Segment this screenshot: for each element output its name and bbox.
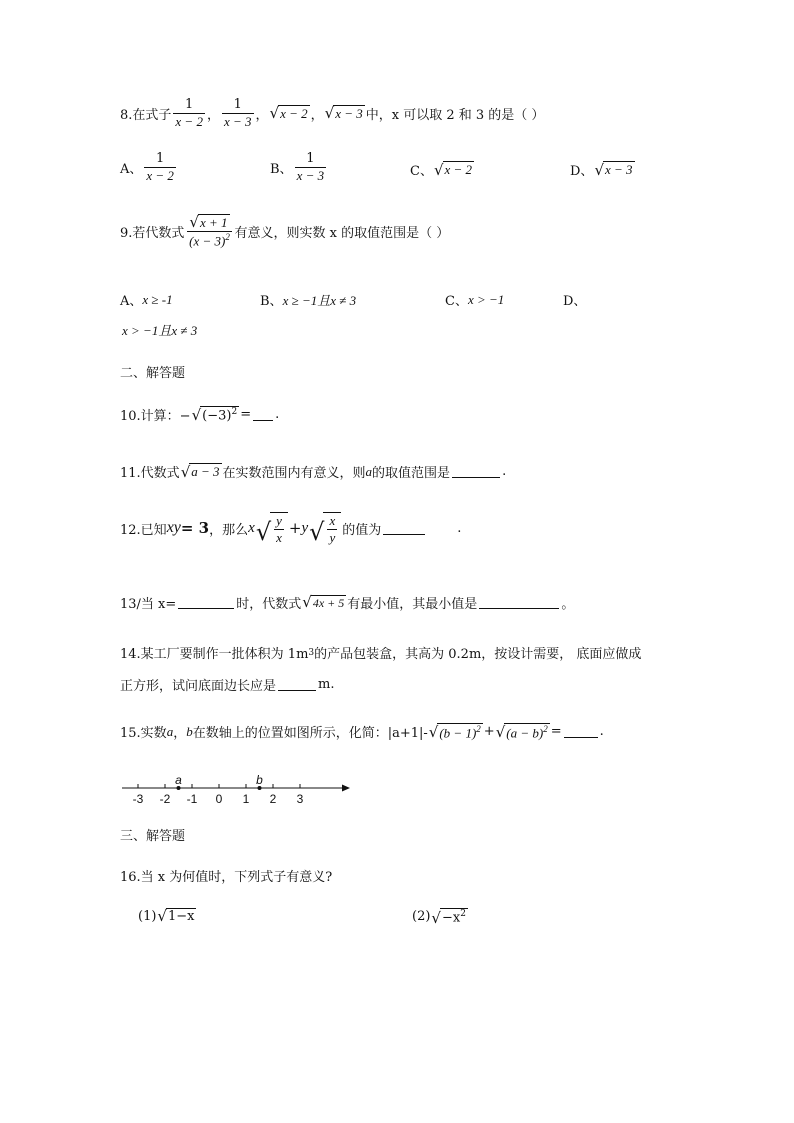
q8-suffix: 中，x 可以取 2 和 3 的是（ ） (365, 107, 545, 123)
q9-option-c: C、 x > −1 (445, 291, 505, 309)
q9-stem: 9.若代数式 √ x + 1 $(x - 3)^2$ 有意义，则实数 x 的取值范围是（ ） (120, 213, 450, 249)
q8-radical-2: √ x − 3 (324, 104, 363, 123)
q9-option-a: A、 x ≥ -1 (120, 291, 173, 309)
number-line-tick-label: 2 (269, 792, 277, 806)
q11: 11.代数式 √ a − 3 在实数范围内有意义，则 a 的取值范围是 . (120, 462, 507, 481)
q15: 15.实数 a ， b 在数轴上的位置如图所示，化简：|a+1|- √ $(b - 1)^2$ + √ $(a - b)^2$ = . (120, 723, 604, 742)
number-line-tick-label: 0 (215, 792, 223, 806)
number-line-tick-label: -2 (159, 792, 171, 806)
q8-option-c: C、 √ x − 2 (410, 160, 473, 179)
number-line-tick-label: -3 (132, 792, 144, 806)
q8-option-b: B、 $\frac{1}{x - 3}$ (270, 151, 325, 183)
number-line (118, 768, 358, 808)
q9-fraction: √ x + 1 $(x - 3)^2$ (189, 213, 230, 249)
q10-answer-blank[interactable] (253, 408, 273, 421)
q16-stem: 16.当 x 为何值时，下列式子有意义? (120, 870, 333, 885)
q9-option-d: D、 (563, 294, 587, 309)
q12: 12.已知 xy = 3 ，那么 x √ $\frac{y}{x}$ + y √ $\frac{x}{y}$ 的值为 . (120, 513, 462, 547)
q8-fraction-1: $\frac{1}{x - 2}$ (175, 97, 203, 129)
q8-option-d: D、 √ x − 3 (570, 160, 633, 179)
q14-line-2: 正方形，试问底面边长应是 m. (120, 677, 335, 694)
arrow-icon (342, 785, 350, 792)
q15-answer-blank[interactable] (564, 725, 598, 738)
q9-option-b: B、 x ≥ −1且x ≠ 3 (260, 293, 357, 309)
q8-fraction-2: $\frac{1}{x - 3}$ (223, 97, 252, 129)
number-line-tick-label: 3 (296, 792, 304, 806)
q8-stem: 8.在式子 $\frac{1}{x - 2}$ ， $\frac{1}{x - 3}$ ， √ x − 2 ， √ x − 3 中，x 可以取 2 和 3 的是（ ） (120, 97, 545, 129)
q13-answer-blank-1[interactable] (178, 596, 234, 609)
number-line-tick-label: 1 (242, 792, 250, 806)
q8-option-a: A、 $\frac{1}{x - 2}$ (120, 151, 174, 183)
number-line-tick-label: -1 (186, 792, 198, 806)
q8-prefix: 8.在式子 (120, 107, 172, 123)
number-line-ticks (133, 784, 304, 806)
q12-answer-blank[interactable] (383, 522, 425, 535)
q16-part-2: (2) √ $-x^2$ (412, 908, 466, 927)
q13-answer-blank-2[interactable] (479, 596, 559, 609)
q13: 13/当 x= 时，代数式 √ 4x + 5 有最小值，其最小值是 。 (120, 593, 575, 612)
q8-radical-1: √ x − 2 (269, 104, 308, 123)
q16-part-1: (1) √ 1−x (138, 907, 195, 926)
section-3-heading: 三、解答题 (120, 829, 186, 844)
point-b-label: b (256, 773, 263, 787)
q9-option-d-text: x > −1且x ≠ 3 (122, 323, 198, 338)
q11-answer-blank[interactable] (452, 465, 500, 478)
q10: 10.计算：− √ $(-3)^2$ = . (120, 406, 280, 425)
q14-line-1: 14.某工厂要制作一批体积为 1m 3 的产品包装盒，其高为 0.2m，按设计需要， 底面应做成 (120, 647, 642, 662)
point-a-label: a (175, 773, 182, 787)
section-2-heading: 二、解答题 (120, 366, 186, 381)
q14-answer-blank[interactable] (278, 678, 316, 691)
